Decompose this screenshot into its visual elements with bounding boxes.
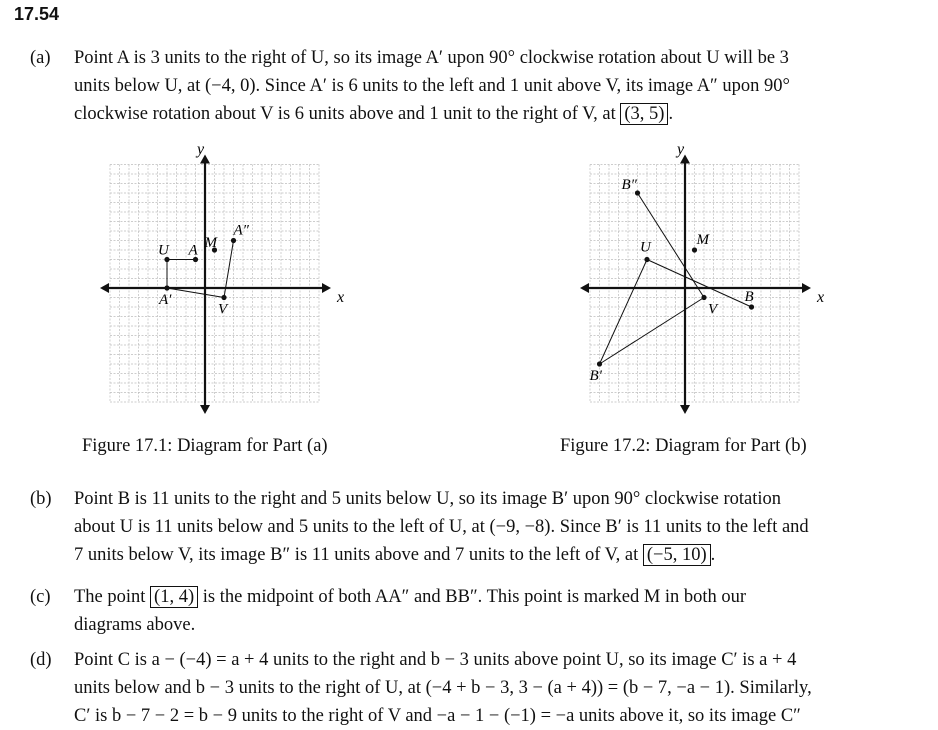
point-label: U — [640, 239, 651, 256]
point-M — [692, 247, 697, 252]
y-arrow-down — [200, 405, 210, 414]
x-axis-label: x — [337, 289, 345, 306]
point-B′ — [597, 361, 602, 366]
figure-2-caption: Figure 17.2: Diagram for Part (b) — [560, 436, 807, 456]
part-c-line-2: diagrams above. — [74, 615, 196, 635]
point-label: B — [744, 289, 754, 305]
part-b-line-1: Point B is 11 units to the right and 5 units below U, so its image B′ upon 90° clockwise rotation — [74, 489, 782, 509]
point-label: A″ — [233, 222, 249, 239]
point-label: V — [708, 301, 718, 318]
y-axis-label: y — [197, 141, 205, 158]
part-c-pre: The point — [74, 587, 146, 607]
y-arrow-down — [680, 405, 690, 414]
part-c-label: (c) — [30, 587, 51, 607]
part-d-label: (d) — [30, 650, 52, 670]
part-b-line-3: 7 units below V, its image B″ is 11 units above and 7 units to the left of V, at — [74, 545, 639, 565]
part-d-line-3: C′ is b − 7 − 2 = b − 9 units to the right of V and −a − 1 − (−1) = −a units above it, so its image C″ — [74, 706, 801, 726]
part-d-line-1: Point C is a − (−4) = a + 4 units to the right and b − 3 units above point U, so its image C′ is a + 4 — [74, 650, 797, 670]
part-a-label: (a) — [30, 48, 51, 68]
point-label: A′ — [159, 292, 172, 308]
figure-1-caption: Figure 17.1: Diagram for Part (a) — [82, 436, 328, 456]
segment — [600, 298, 705, 365]
point-A″ — [231, 238, 236, 243]
point-label: A — [188, 242, 198, 259]
figure-part-a — [100, 140, 350, 420]
x-arrow-left — [580, 283, 589, 293]
point-label: M — [696, 232, 709, 248]
x-arrow-right — [322, 283, 331, 293]
point-label: B″ — [621, 177, 637, 193]
part-a-line-3: clockwise rotation about V is 6 units above and 1 unit to the right of V, at — [74, 104, 616, 124]
point-label: V — [218, 301, 228, 318]
part-a: (a) Point A is 3 units to the right of U, so its image A′ upon 90° clockwise rotation about U will be 3 units below U, at (−4, 0). Since A′ is 6 units to the left and 1 unit above V, its image A″ upon 90° clockwise rotation about V is 6 units above and 1 unit to the right of V, at (3, 5) . — [30, 44, 910, 128]
point-label: U — [158, 242, 169, 259]
part-c-answer: (1, 4) — [150, 586, 198, 608]
y-axis-label: y — [677, 141, 685, 158]
part-b-line-2: about U is 11 units below and 5 units to the left of U, at (−9, −8). Since B′ is 11 units to the left and — [74, 517, 809, 537]
problem-number: 17.54 — [14, 4, 60, 24]
segment — [167, 288, 224, 298]
part-b-label: (b) — [30, 489, 52, 509]
part-b-answer: (−5, 10) — [643, 544, 711, 566]
point-label: B′ — [589, 368, 602, 384]
point-label: M — [204, 235, 217, 251]
x-axis-label: x — [817, 289, 825, 306]
part-c-post: is the midpoint of both AA″ and BB″. This point is marked M in both our — [202, 587, 747, 607]
segment — [647, 260, 752, 308]
part-a-answer: (3, 5) — [620, 103, 668, 125]
x-arrow-right — [802, 283, 811, 293]
point-V — [221, 295, 226, 300]
part-a-line-2: units below U, at (−4, 0). Since A′ is 6 units to the left and 1 unit above V, its image A″ upon 90° — [74, 76, 790, 96]
point-B — [749, 304, 754, 309]
point-A′ — [164, 285, 169, 290]
part-d — [30, 646, 910, 730]
part-c — [30, 583, 910, 639]
part-b: (b) Point B is 11 units to the right and 5 units below U, so its image B′ upon 90° clockwise rotation about U is 11 units below and 5 units to the left of U, at (−9, −8). Since B′ is 11 units to the left and 7 units below V, its image B″ is 11 units above and 7 units to the left of V, at (−5, 10) . — [30, 485, 910, 569]
x-arrow-left — [100, 283, 109, 293]
part-a-line-1: Point A is 3 units to the right of U, so its image A′ upon 90° clockwise rotation about U will be 3 — [74, 48, 789, 68]
figure-part-b — [580, 140, 830, 420]
point-V — [701, 295, 706, 300]
part-d-line-2: units below and b − 3 units to the right of U, at (−4 + b − 3, 3 − (a + 4)) = (b − 7, −a − 1). Similarly, — [74, 678, 812, 698]
point-U — [644, 257, 649, 262]
